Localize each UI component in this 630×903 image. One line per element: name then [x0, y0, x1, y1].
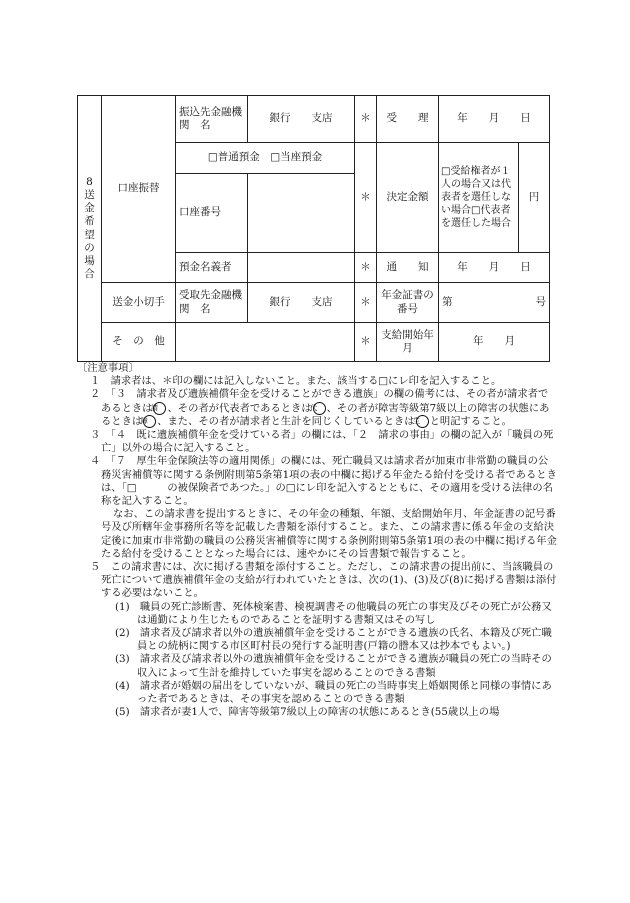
note-5-item-1: (1) 職員の死亡診断書、死体検案書、検視調書その他職員の死亡の事実及びその死亡が公務又は通勤により生じたものであることを証明する書類又はその写し [115, 600, 552, 626]
recipient-conditions: □受給権者が１人の場合又は代表者を選任しない場合□代表者を選任した場合 [439, 143, 519, 253]
pension-certificate-number: 第 号 [439, 283, 550, 323]
office-mark: ＊ [355, 323, 377, 362]
office-mark: ＊ [355, 143, 377, 253]
office-mark: ＊ [355, 253, 377, 283]
payment-start-date: 年 月 [439, 323, 550, 362]
notice-date: 年 月 日 [439, 253, 550, 283]
notice-label: 通 知 [377, 253, 439, 283]
remittance-check-label: 送金小切手 [102, 283, 176, 323]
seikei-mark-icon: 生 [416, 415, 429, 428]
note-5-item-4: (4) 請求者が婚姻の届出をしていないが、職員の死亡の当時事実上婚姻関係と同様の事情にあった者であるときは、その事実を認めることのできる書類 [115, 679, 552, 706]
section-label-remittance: 8 送 金 希 望 の 場 合 [78, 96, 102, 362]
pension-certificate-label: 年金証書の番号 [377, 283, 439, 323]
office-mark: ＊ [355, 283, 377, 323]
payment-start-label: 支給開始年 月 [377, 323, 439, 362]
note-4-supplement: なお、この請求書を提出するときに、その年金の種類、年額、支給開始年月、年金証書の記号番号及び所轄年金事務所名等を記載した書類を添付すること。また、この請求書に係る年金の支給決定後に加東市非常勤の職員の公務災害補償等に関する条例附則第5条第1項の表の中欄に掲げる年金たる給付を受けることとなった場合には、速やかにその旨書類で報告すること。 [101, 508, 557, 560]
receiving-bank-field[interactable]: 銀行 支店 [248, 283, 355, 323]
receipt-label: 受 理 [377, 96, 439, 143]
remittance-form-table [77, 95, 550, 362]
decision-amount-label: 決定金額 [377, 143, 439, 253]
note-3: ３ 「４ 既に遺族補償年金を受けている者」の欄には、「２ 請求の事由」の欄の記入が「職員の死亡」以外の場合に記入すること。 [90, 429, 554, 455]
note-2: ２ 「３ 請求者及び遺族補償年金を受けることができる遺族」の欄の備考には、その者が請求者であるときは請 、その者が代表者であるときは代 、その者が障害等級第7級以上の障害の状態にあるときは障 、また、その者が請求者と生計を同じくしているときは生 と明記すること。 [90, 388, 550, 428]
yen-unit: 円 [519, 143, 550, 253]
transfer-bank-label: 振込先金融機 関 名 [176, 96, 248, 143]
account-transfer-label: 口座振替 [102, 96, 176, 283]
note-5: ５ この請求書には、次に掲げる書類を添付すること。ただし、この請求書の提出前に、当該職員の死亡について遺族補償年金の支給が行われていたときは、次の(1)、(3)及び(8)に掲げる書類は添付する必要はないこと。 [90, 561, 557, 600]
account-number-field[interactable] [248, 174, 355, 253]
deposit-type-checkboxes[interactable]: □普通預金 □当座預金 [176, 143, 355, 174]
account-holder-label: 預金名義者 [176, 253, 248, 283]
note-5-item-5: (5) 請求者が妻1人で、障害等級第7級以上の障害の状態にあるとき(55歳以上の場 [115, 706, 500, 719]
receiving-bank-label: 受取先金融機 関 名 [176, 283, 248, 323]
account-holder-field[interactable] [248, 253, 355, 283]
transfer-bank-field[interactable]: 銀行 支店 [248, 96, 355, 143]
office-mark: ＊ [355, 96, 377, 143]
seikyusha-mark-icon: 請 [153, 402, 166, 415]
account-number-label: 口座番号 [176, 174, 248, 253]
note-5-item-3: (3) 請求者及び請求者以外の遺族補償年金を受けることができる遺族が職員の死亡の当時その収入によって生計を維持していた事実を認めることのできる書類 [115, 653, 552, 679]
shogai-mark-icon: 障 [143, 415, 156, 428]
note-4: ４ 「７ 厚生年金保険法等の適用関係」の欄には、死亡職員又は請求者が加東市非常勤の職員の公務災害補償等に関する条例附則第5条第1項の表の中欄に掲げる年金たる給付を受ける者であるときは、「□ の被保険者であつた。」の□にレ印を記入するとともに、その適用を受ける法律の名称を記入すること。 [90, 455, 557, 508]
note-5-item-2: (2) 請求者及び請求者以外の遺族補償年金を受けることができる遺族の氏名、本籍及び死亡職員との続柄に関する市区町村長の発行する証明書(戸籍の謄本又は抄本でもよい。) [115, 627, 552, 653]
daihyosha-mark-icon: 代 [313, 402, 326, 415]
receipt-date: 年 月 日 [439, 96, 550, 143]
other-label: そ の 他 [102, 323, 176, 362]
other-field[interactable] [176, 323, 355, 362]
notes-heading: 〔注意事項〕 [77, 362, 139, 374]
notes-section [77, 362, 557, 719]
note-1: １ 請求者は、＊印の欄には記入しないこと。また、該当する□にレ印を記入すること。 [90, 375, 502, 388]
